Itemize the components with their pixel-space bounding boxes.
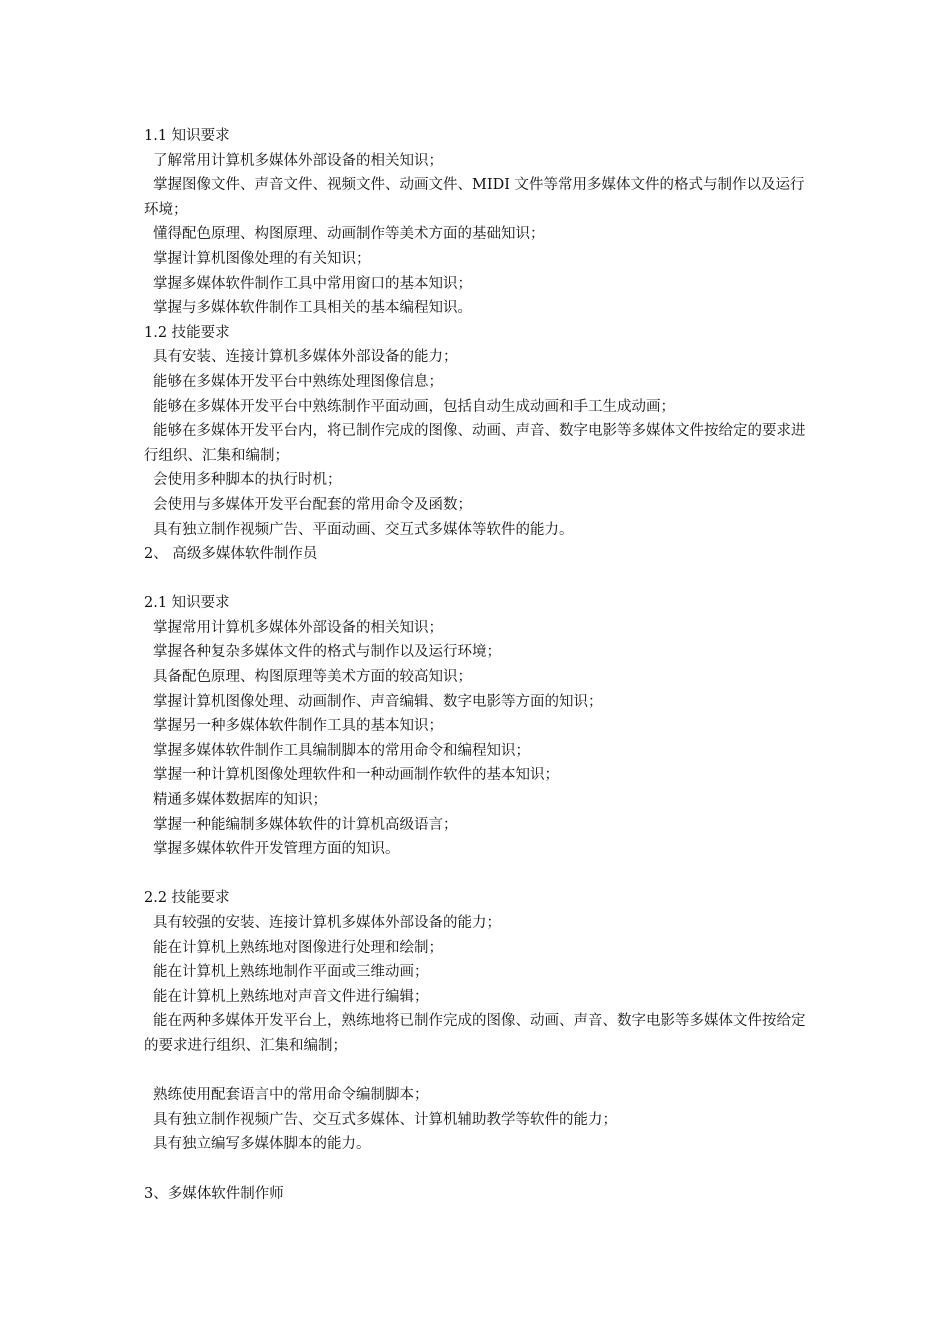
section-heading-1-2: 1.2 技能要求 [144, 324, 230, 341]
section-heading-2-1: 2.1 知识要求 [144, 595, 230, 612]
list-item: 掌握一种计算机图像处理软件和一种动画制作软件的基本知识； [153, 767, 559, 784]
list-item: 具备配色原理、构图原理等美术方面的较高知识； [153, 669, 472, 686]
section-heading-3: 3、多媒体软件制作师 [144, 1185, 284, 1202]
list-item: 熟练使用配套语言中的常用命令编制脚本； [153, 1087, 429, 1104]
document-page [144, 124, 812, 1206]
list-item: 具有独立制作视频广告、平面动画、交互式多媒体等软件的能力。 [153, 521, 574, 538]
list-item: 懂得配色原理、构图原理、动画制作等美术方面的基础知识； [153, 226, 545, 243]
spacer [144, 567, 812, 592]
list-item: 掌握常用计算机多媒体外部设备的相关知识； [153, 619, 443, 636]
spacer [144, 1157, 812, 1182]
list-item: 掌握图像文件、声音文件、视频文件、动画文件、MIDI 文件等常用多媒体文件的格式与制作以及运行环境； [144, 177, 805, 218]
list-item: 掌握另一种多媒体软件制作工具的基本知识； [153, 718, 443, 735]
list-item: 具有安装、连接计算机多媒体外部设备的能力； [153, 349, 458, 366]
spacer [144, 862, 812, 887]
list-item: 具有独立编写多媒体脚本的能力。 [153, 1136, 371, 1153]
list-item: 掌握计算机图像处理的有关知识； [153, 250, 371, 267]
list-item: 掌握计算机图像处理、动画制作、声音编辑、数字电影等方面的知识； [153, 693, 603, 710]
list-item: 能在两种多媒体开发平台上，熟练地将已制作完成的图像、动画、声音、数字电影等多媒体文件按给定的要求进行组织、汇集和编制； [144, 1013, 806, 1054]
spacer [144, 1059, 812, 1084]
list-item: 掌握与多媒体软件制作工具相关的基本编程知识。 [153, 300, 472, 317]
list-item: 会使用与多媒体开发平台配套的常用命令及函数； [153, 496, 472, 513]
list-item: 掌握多媒体软件开发管理方面的知识。 [153, 841, 400, 858]
section-heading-2-2: 2.2 技能要求 [144, 890, 230, 907]
list-item: 会使用多种脚本的执行时机； [153, 472, 342, 489]
list-item: 精通多媒体数据库的知识； [153, 792, 327, 809]
list-item: 掌握一种能编制多媒体软件的计算机高级语言； [153, 816, 458, 833]
list-item: 能够在多媒体开发平台中熟练处理图像信息； [153, 373, 443, 390]
list-item: 能在计算机上熟练地对图像进行处理和绘制； [153, 939, 443, 956]
list-item: 能在计算机上熟练地制作平面或三维动画； [153, 964, 429, 981]
list-item: 了解常用计算机多媒体外部设备的相关知识； [153, 152, 443, 169]
list-item: 能在计算机上熟练地对声音文件进行编辑； [153, 988, 429, 1005]
list-item: 掌握各种复杂多媒体文件的格式与制作以及运行环境； [153, 644, 501, 661]
list-item: 掌握多媒体软件制作工具中常用窗口的基本知识； [153, 275, 472, 292]
list-item: 能够在多媒体开发平台中熟练制作平面动画，包括自动生成动画和手工生成动画； [153, 398, 675, 415]
section-heading-2: 2、 高级多媒体软件制作员 [144, 546, 318, 563]
list-item: 能够在多媒体开发平台内，将已制作完成的图像、动画、声音、数字电影等多媒体文件按给定的要求进行组织、汇集和编制； [144, 423, 806, 464]
list-item: 具有较强的安装、连接计算机多媒体外部设备的能力； [153, 915, 501, 931]
list-item: 掌握多媒体软件制作工具编制脚本的常用命令和编程知识； [153, 742, 530, 759]
section-heading-1-1: 1.1 知识要求 [144, 128, 230, 144]
list-item: 具有独立制作视频广告、交互式多媒体、计算机辅助教学等软件的能力； [153, 1111, 617, 1128]
